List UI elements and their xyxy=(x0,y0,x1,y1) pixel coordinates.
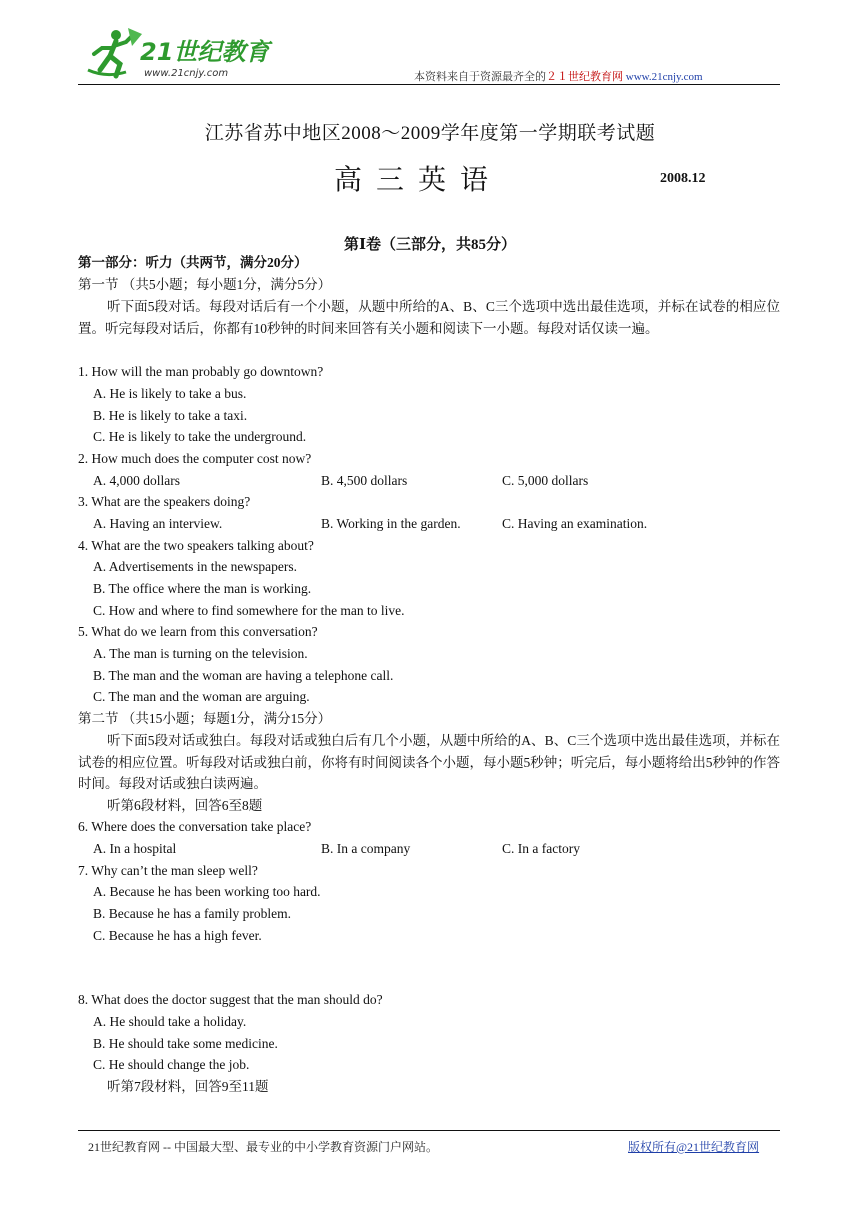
q3-option-b: B. Working in the garden. xyxy=(321,516,461,531)
q6-option-a: A. In a hospital xyxy=(93,841,177,856)
material-6-note: 听第6段材料，回答6至8题 xyxy=(107,798,263,813)
q7-option-b: B. Because he has a family problem. xyxy=(93,906,291,921)
sec2-instruction: 听下面5段对话或独白。每段对话或独白后有几个小题，从题中所给的A、B、C三个选项中选出最佳选项，并标在试卷的相应位置。听每段对话或独白前，你将有时间阅读各个小题，每小题5秒钟；听完后，每小题将给出5秒钟的作答时间。每段对话或独白读两遍。 xyxy=(78,733,780,792)
q7-option-a: A. Because he has been working too hard. xyxy=(93,884,321,899)
logo-url: www.21cnjy.com xyxy=(144,68,229,79)
question-4: 4. What are the two speakers talking about? xyxy=(78,538,314,553)
question-5: 5. What do we learn from this conversation? xyxy=(78,624,318,639)
q2-option-c: C. 5,000 dollars xyxy=(502,473,589,488)
question-2: 2. How much does the computer cost now? xyxy=(78,451,312,466)
header-source-site[interactable]: ２１世纪教育网 xyxy=(546,71,623,83)
footer-rule xyxy=(78,1130,780,1131)
q6-option-c: C. In a factory xyxy=(502,841,580,856)
q5-option-c: C. The man and the woman are arguing. xyxy=(93,689,310,704)
q5-option-b: B. The man and the woman are having a telephone call. xyxy=(93,668,394,683)
question-1: 1. How will the man probably go downtown? xyxy=(78,364,324,379)
q7-option-c: C. Because he has a high fever. xyxy=(93,928,262,943)
exam-title: 江苏省苏中地区2008～2009学年度第一学期联考试题 xyxy=(204,123,656,144)
exam-date: 2008.12 xyxy=(660,171,706,186)
q4-option-b: B. The office where the man is working. xyxy=(93,581,312,596)
q4-option-a: A. Advertisements in the newspapers. xyxy=(93,559,297,574)
header-source-url[interactable]: www.21cnjy.com xyxy=(625,71,703,83)
volume-title: 第Ⅰ卷（三部分，共85分） xyxy=(343,237,517,253)
footer-left: 21世纪教育网 -- 中国最大型、最专业的中小学教育资源门户网站。 xyxy=(88,1140,438,1154)
exam-subject: 高三英语 xyxy=(334,165,503,196)
runner-icon xyxy=(88,28,142,76)
header-rule xyxy=(78,84,780,85)
q8-option-c: C. He should change the job. xyxy=(93,1057,250,1072)
sec1-heading: 第一节 （共5小题；每小题1分，满分5分） xyxy=(78,277,332,292)
question-7: 7. Why can’t the man sleep well? xyxy=(78,863,258,878)
question-8: 8. What does the doctor suggest that the man should do? xyxy=(78,992,383,1007)
logo-text: 21世纪教育 xyxy=(140,38,270,66)
footer-copyright-link[interactable]: 版权所有@21世纪教育网 xyxy=(628,1140,760,1154)
part1-title: 第一部分：听力（共两节，满分20分） xyxy=(78,255,308,270)
q3-option-c: C. Having an examination. xyxy=(502,516,648,531)
q3-option-a: A. Having an interview. xyxy=(93,516,223,531)
header-source-prefix: 本资料来自于资源最齐全的 xyxy=(414,71,546,83)
question-6: 6. Where does the conversation take place? xyxy=(78,819,312,834)
q6-option-b: B. In a company xyxy=(321,841,411,856)
q5-option-a: A. The man is turning on the television. xyxy=(93,646,308,661)
material-7-note: 听第7段材料，回答9至11题 xyxy=(107,1079,269,1094)
q8-option-b: B. He should take some medicine. xyxy=(93,1036,278,1051)
question-3: 3. What are the speakers doing? xyxy=(78,494,251,509)
q1-option-a: A. He is likely to take a bus. xyxy=(93,386,247,401)
q1-option-c: C. He is likely to take the underground. xyxy=(93,429,307,444)
site-logo xyxy=(86,26,286,84)
q2-option-a: A. 4,000 dollars xyxy=(93,473,180,488)
q1-option-b: B. He is likely to take a taxi. xyxy=(93,408,248,423)
sec2-heading: 第二节 （共15小题；每题1分，满分15分） xyxy=(78,711,332,726)
q4-option-c: C. How and where to find somewhere for the man to live. xyxy=(93,603,405,618)
q2-option-b: B. 4,500 dollars xyxy=(321,473,408,488)
q8-option-a: A. He should take a holiday. xyxy=(93,1014,247,1029)
sec1-instruction: 听下面5段对话。每段对话后有一个小题，从题中所给的A、B、C三个选项中选出最佳选项，并标在试卷的相应位置。听完每段对话后，你都有10秒钟的时间来回答有关小题和阅读下一小题。每段对话仅读一遍。 xyxy=(78,299,780,336)
header-source xyxy=(414,68,703,84)
